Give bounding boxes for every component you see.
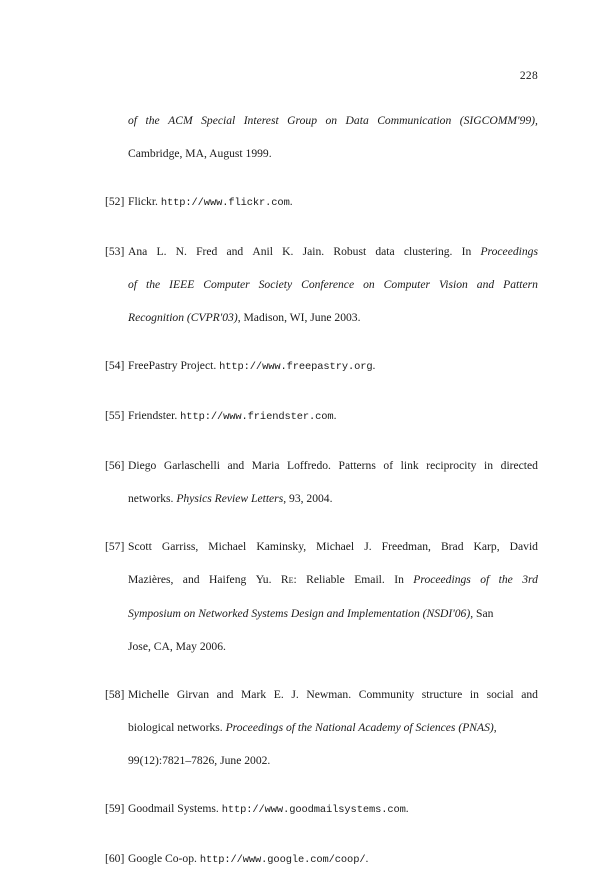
reference-word: Garlaschelli <box>163 458 220 472</box>
reference-url[interactable]: http://www.flickr.com <box>160 197 290 210</box>
reference-text-run: Jose, CA, May 2006. <box>128 639 226 653</box>
reference-text <box>128 842 538 877</box>
reference-label: [60] <box>105 851 125 865</box>
reference-word: J. <box>291 687 299 701</box>
reference-word: in <box>484 458 494 472</box>
reference-word: link <box>400 458 419 472</box>
reference-line <box>128 563 538 596</box>
reference-line <box>128 449 538 482</box>
reference-text-run: . <box>365 851 369 865</box>
reference-word: Re: <box>280 573 297 587</box>
reference-text-run: Flickr. <box>128 195 161 209</box>
reference-text-run: Google Co-op. <box>128 851 200 865</box>
reference-text-run: Symposium on Networked Systems Design and Implementation (NSDI'06) <box>128 606 471 620</box>
reference-word: and <box>216 687 234 701</box>
reference-word: J. <box>364 539 372 553</box>
continued-word: the <box>145 114 160 127</box>
reference-entry <box>105 399 538 434</box>
reference-word: Mazières, <box>128 573 174 587</box>
reference-line <box>128 530 538 563</box>
reference-line <box>128 842 538 877</box>
reference-text-run: , San <box>470 606 494 620</box>
reference-text <box>128 792 538 827</box>
reference-label: [54] <box>105 359 125 373</box>
reference-text-run: Proceedings of the National Academy of Sciences (PNAS) <box>225 720 494 734</box>
reference-word: Patterns <box>338 458 376 472</box>
reference-text <box>128 349 538 384</box>
reference-label: [56] <box>105 458 125 472</box>
reference-word: Community <box>358 687 415 701</box>
reference-text <box>128 530 538 663</box>
reference-word: social <box>486 687 514 701</box>
reference-word: structure <box>421 687 463 701</box>
reference-text-run: networks. <box>128 492 177 506</box>
reference-word: in <box>469 687 479 701</box>
reference-word: Haifeng <box>208 573 247 587</box>
reference-entry <box>105 185 538 220</box>
reference-word: Computer <box>383 278 431 292</box>
reference-entry <box>105 235 538 335</box>
reference-text-run: Goodmail Systems. <box>128 802 222 816</box>
continued-word: Special <box>201 114 236 127</box>
reference-text-run: Physics Review Letters <box>176 492 284 506</box>
reference-word: Computer <box>203 278 250 292</box>
reference-word: Scott <box>128 539 152 553</box>
reference-text-run: . <box>372 359 376 373</box>
reference-word: Mark <box>241 687 267 701</box>
reference-line <box>128 482 538 515</box>
reference-word: Diego <box>128 458 157 472</box>
reference-word: Vision <box>439 278 468 292</box>
reference-word: In <box>394 573 404 587</box>
reference-word: Karp, <box>473 539 500 553</box>
reference-word: In <box>461 244 472 258</box>
reference-line <box>128 185 538 220</box>
reference-word: Fred <box>196 244 218 258</box>
reference-text <box>128 399 538 434</box>
continued-line-2 <box>128 137 538 170</box>
reference-word: E. <box>273 687 284 701</box>
reference-line <box>128 792 538 827</box>
reference-word: Yu. <box>255 573 272 587</box>
reference-word: and <box>226 244 244 258</box>
reference-entries <box>105 185 538 877</box>
reference-line <box>128 399 538 434</box>
reference-entry <box>105 349 538 384</box>
reference-word: Conference <box>301 278 355 292</box>
reference-text-run: 99(12):7821–7826, June 2002. <box>128 754 271 768</box>
continued-word: (SIGCOMM'99), <box>459 114 538 127</box>
reference-word: Robust <box>333 244 367 258</box>
reference-word: Ana <box>128 244 148 258</box>
reference-entry <box>105 842 538 877</box>
reference-word: Kaminsky, <box>256 539 307 553</box>
continued-line-1-tail: , <box>535 114 538 127</box>
reference-line <box>128 678 538 711</box>
reference-text-run: FreePastry Project. <box>128 359 220 373</box>
reference-word: Proceedings <box>413 573 471 587</box>
reference-word: directed <box>500 458 538 472</box>
reference-line <box>128 235 538 268</box>
reference-word: Michael <box>316 539 355 553</box>
reference-word: IEEE <box>169 278 195 292</box>
continued-line-1 <box>128 104 538 137</box>
reference-word: the <box>498 573 513 587</box>
reference-word: Michelle <box>128 687 170 701</box>
reference-line <box>128 597 538 630</box>
continued-reference-entry <box>105 104 538 171</box>
reference-entry <box>105 792 538 827</box>
reference-text <box>128 185 538 220</box>
reference-word: of <box>128 278 138 292</box>
reference-entry <box>105 530 538 663</box>
reference-word: data <box>375 244 395 258</box>
reference-word: Society <box>258 278 293 292</box>
reference-word: Email. <box>354 573 385 587</box>
reference-line <box>128 744 538 777</box>
reference-word: Jain. <box>302 244 325 258</box>
reference-line <box>128 630 538 663</box>
reference-label: [59] <box>105 802 125 816</box>
reference-text-run: , Madison, WI, June 2003. <box>237 311 361 325</box>
reference-text-run: , <box>493 720 497 734</box>
reference-word: Garriss, <box>161 539 199 553</box>
reference-url[interactable]: http://www.freepastry.org <box>219 361 373 374</box>
reference-url[interactable]: http://www.friendster.com <box>180 411 334 424</box>
reference-label: [55] <box>105 409 125 423</box>
reference-word: of <box>480 573 490 587</box>
reference-entry <box>105 678 538 778</box>
reference-word: Girvan <box>176 687 210 701</box>
reference-word: Anil <box>252 244 274 258</box>
reference-line <box>128 349 538 384</box>
reference-text-run: . <box>333 409 337 423</box>
reference-line <box>128 711 538 744</box>
reference-word: reciprocity <box>426 458 477 472</box>
reference-text-run: Recognition (CVPR'03) <box>128 311 238 325</box>
reference-text <box>128 678 538 778</box>
reference-entry <box>105 449 538 516</box>
page-number: 228 <box>519 70 538 82</box>
reference-label: [58] <box>105 687 125 701</box>
continued-word: Group <box>287 114 318 127</box>
reference-word: the <box>146 278 161 292</box>
continued-line-2-text: Cambridge, MA, August 1999. <box>128 147 272 161</box>
reference-line <box>128 268 538 301</box>
continued-word: of <box>128 114 138 127</box>
continued-word: Data <box>345 114 369 127</box>
continued-word: Communication <box>377 114 452 127</box>
reference-word: clustering. <box>403 244 453 258</box>
reference-word: L. <box>156 244 167 258</box>
reference-word: Michael <box>208 539 247 553</box>
reference-word: Reliable <box>306 573 345 587</box>
reference-word: Brad <box>440 539 464 553</box>
reference-word: Proceedings <box>480 244 538 258</box>
reference-text <box>128 235 538 335</box>
reference-word: and <box>182 573 200 587</box>
continued-word: Interest <box>243 114 279 127</box>
reference-text-run: biological networks. <box>128 720 226 734</box>
continued-word: on <box>325 114 338 127</box>
reference-text-run: Friendster. <box>128 409 181 423</box>
reference-line <box>128 301 538 334</box>
reference-label: [53] <box>105 244 125 258</box>
reference-word: and <box>227 458 245 472</box>
reference-word: of <box>383 458 394 472</box>
reference-text <box>128 449 538 516</box>
reference-word: Pattern <box>503 278 538 292</box>
continued-word: ACM <box>168 114 193 127</box>
reference-word: Newman. <box>306 687 352 701</box>
bibliography-list <box>105 104 538 877</box>
reference-word: Freedman, <box>381 539 431 553</box>
reference-word: K. <box>282 244 294 258</box>
reference-word: Loffredo. <box>287 458 331 472</box>
reference-word: N. <box>175 244 187 258</box>
reference-label: [57] <box>105 539 125 553</box>
reference-word: on <box>363 278 375 292</box>
reference-word: and <box>476 278 495 292</box>
reference-url[interactable]: http://www.goodmailsystems.com <box>221 804 406 817</box>
reference-text-run: , 93, 2004. <box>283 492 333 506</box>
reference-word: David <box>509 539 538 553</box>
reference-label: [52] <box>105 195 125 209</box>
reference-url[interactable]: http://www.google.com/coop/ <box>199 853 366 866</box>
reference-word: Maria <box>251 458 280 472</box>
reference-word: and <box>521 687 538 701</box>
reference-text-run: . <box>289 195 293 209</box>
reference-text-run: . <box>405 802 409 816</box>
reference-word: 3rd <box>522 573 538 587</box>
